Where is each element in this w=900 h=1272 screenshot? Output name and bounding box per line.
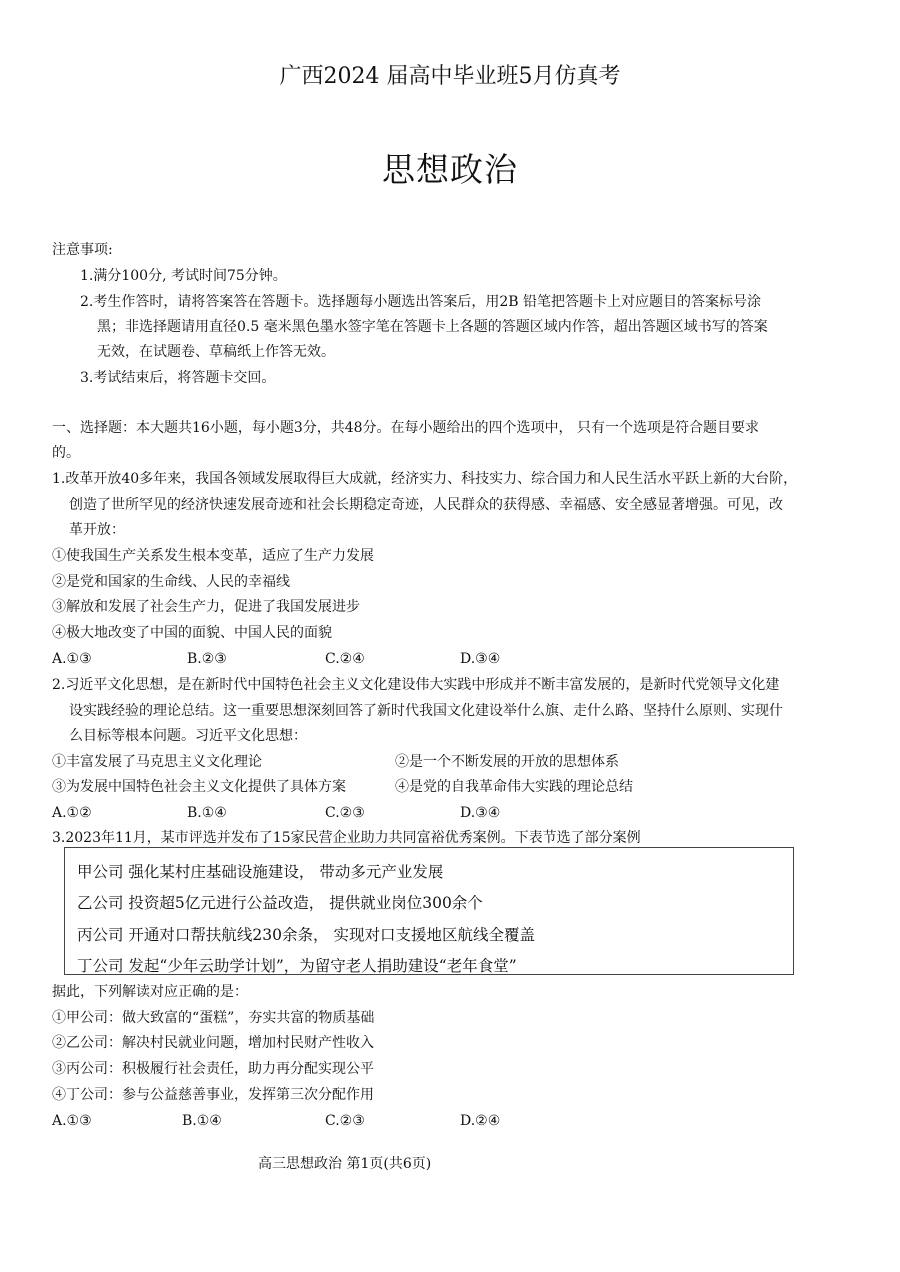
q2-statement: ④是党的自我革命伟大实践的理论总结 xyxy=(395,779,633,795)
q3-lead: 据此，下列解读对应正确的是： xyxy=(52,984,248,1000)
q3-option-a: A.①③ xyxy=(52,1113,92,1129)
notice-item: 黑；非选择题请用直径0.5 毫米黑色墨水签字笔在答题卡上各题的答题区域内作答，超出答题区域书写的答案 xyxy=(97,319,768,335)
q1-option-b: B.②③ xyxy=(187,651,227,667)
q1-statement: ②是党和国家的生命线、人民的幸福线 xyxy=(52,574,290,590)
case-row-bing: 丙公司 开通对口帮扶航线230余条， 实现对口支援地区航线全覆盖 xyxy=(77,926,535,944)
q2-option-a: A.①② xyxy=(52,805,92,821)
notice-item: 3.考试结束后，将答题卡交回。 xyxy=(80,370,276,386)
q2-option-c: C.②③ xyxy=(325,805,365,821)
section-intro: 的。 xyxy=(52,445,80,461)
q1-option-d: D.③④ xyxy=(460,651,501,667)
q3-statement: ③丙公司：积极履行社会责任，助力再分配实现公平 xyxy=(52,1061,374,1077)
q1-stem: 1.改革开放40多年来，我国各领域发展取得巨大成就，经济实力、科技实力、综合国力和人民生活水平跃上新的大台阶， xyxy=(52,471,798,487)
q1-stem: 革开放： xyxy=(69,522,125,538)
q2-option-d: D.③④ xyxy=(460,805,501,821)
q3-statement: ④丁公司：参与公益慈善事业，发挥第三次分配作用 xyxy=(52,1087,374,1103)
q3-option-b: B.①④ xyxy=(182,1113,222,1129)
section-intro: 一、选择题：本大题共16小题，每小题3分，共48分。在每小题给出的四个选项中， 只有一个选项是符合题目要求 xyxy=(52,420,759,436)
q2-statement: ①丰富发展了马克思主义文化理论 xyxy=(52,754,262,770)
q2-stem: 2.习近平文化思想，是在新时代中国特色社会主义文化建设伟大实践中形成并不断丰富发展的，是新时代党领导文化建 xyxy=(52,677,780,693)
q1-option-a: A.①③ xyxy=(52,651,92,667)
q2-statement: ③为发展中国特色社会主义文化提供了具体方案 xyxy=(52,779,346,795)
subject-title: 思想政治 xyxy=(382,150,518,189)
q3-stem: 3.2023年11月，某市评选并发布了15家民营企业助力共同富裕优秀案例。下表节选了部分案例 xyxy=(52,830,641,846)
notice-heading: 注意事项: xyxy=(52,242,113,258)
exam-title: 广西2024 届高中毕业班5月仿真考 xyxy=(279,64,621,89)
case-row-jia: 甲公司 强化某村庄基础设施建设， 带动多元产业发展 xyxy=(77,863,444,881)
q3-option-c: C.②③ xyxy=(325,1113,365,1129)
q1-option-c: C.②④ xyxy=(325,651,365,667)
page-footer: 高三思想政治 第1页(共6页) xyxy=(258,1156,432,1172)
case-row-ding: 丁公司 发起“少年云助学计划”，为留守老人捐助建设“老年食堂” xyxy=(77,957,517,975)
notice-item: 无效，在试题卷、草稿纸上作答无效。 xyxy=(97,344,335,360)
q3-statement: ②乙公司：解决村民就业问题，增加村民财产性收入 xyxy=(52,1035,374,1051)
q1-statement: ①使我国生产关系发生根本变革，适应了生产力发展 xyxy=(52,548,374,564)
q3-statement: ①甲公司：做大致富的“蛋糕”，夯实共富的物质基础 xyxy=(52,1010,375,1026)
notice-item: 2.考生作答时，请将答案答在答题卡。选择题每小题选出答案后，用2B 铅笔把答题卡上对应题目的答案标号涂 xyxy=(80,294,762,310)
q2-stem: 设实践经验的理论总结。这一重要思想深刻回答了新时代我国文化建设举什么旗、走什么路、坚持什么原则、实现什 xyxy=(69,703,783,719)
notice-item: 1.满分100分, 考试时间75分钟。 xyxy=(80,268,287,284)
q3-option-d: D.②④ xyxy=(460,1113,501,1129)
q2-stem: 么目标等根本问题。习近平文化思想： xyxy=(69,728,307,744)
case-table xyxy=(64,847,794,975)
q1-statement: ④极大地改变了中国的面貌、中国人民的面貌 xyxy=(52,625,332,641)
q2-statement: ②是一个不断发展的开放的思想体系 xyxy=(395,754,619,770)
case-row-yi: 乙公司 投资超5亿元进行公益改造， 提供就业岗位300余个 xyxy=(77,894,483,912)
q1-stem: 创造了世所罕见的经济快速发展奇迹和社会长期稳定奇迹，人民群众的获得感、幸福感、安全感显著增强。可见，改 xyxy=(69,497,783,513)
q2-option-b: B.①④ xyxy=(187,805,227,821)
q1-statement: ③解放和发展了社会生产力，促进了我国发展进步 xyxy=(52,599,360,615)
